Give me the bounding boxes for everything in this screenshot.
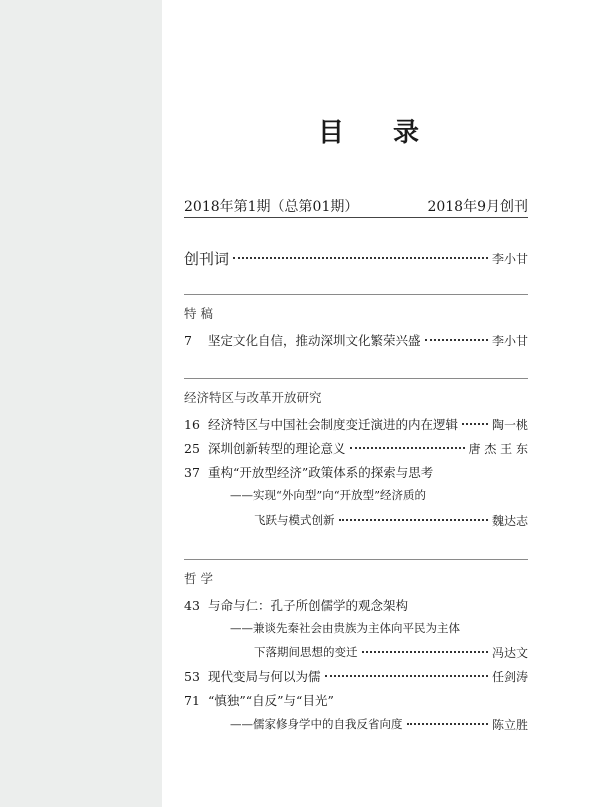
entry-title: “慎独”“自反”与“目光”: [208, 693, 334, 708]
toc-entry[interactable]: [184, 439, 528, 457]
leader-dots: [407, 723, 488, 725]
leader-dots: [462, 423, 488, 425]
page-gutter: [0, 0, 162, 807]
toc-entry-foreword[interactable]: [184, 249, 528, 267]
divider: [184, 378, 528, 379]
entry-title: 创刊词: [184, 249, 230, 268]
divider: [184, 294, 528, 295]
entry-title: 经济特区与中国社会制度变迁演进的内在逻辑: [208, 417, 459, 432]
issue-date: 2018年9月创刊: [427, 199, 528, 215]
entry-title: 重构“开放型经济”政策体系的探索与思考: [208, 465, 434, 480]
entry-page: 43: [184, 597, 200, 613]
entry-subtitle: 下落期间思想的变迁: [254, 645, 358, 659]
leader-dots: [339, 519, 488, 521]
toc-entry[interactable]: [184, 667, 528, 685]
leader-dots: [362, 651, 488, 653]
toc-entry[interactable]: [184, 691, 528, 709]
issue-number: 2018年第1期（总第01期）: [184, 199, 359, 215]
issue-info: [184, 196, 528, 216]
entry-author: 任剑涛: [491, 669, 528, 684]
entry-author: 陶一桃: [491, 417, 528, 432]
toc-entry[interactable]: [184, 463, 528, 481]
toc-entry-continued[interactable]: [254, 511, 528, 529]
entry-page: 37: [184, 464, 200, 480]
entry-page: 16: [184, 416, 200, 432]
entry-title: 现代变局与何以为儒: [208, 669, 321, 684]
entry-page: 7: [184, 332, 192, 348]
page-title: 目 录: [317, 118, 440, 148]
entry-author: 唐 杰 王 东: [468, 441, 528, 456]
leader-dots: [350, 447, 465, 449]
entry-page: 25: [184, 440, 200, 456]
toc-entry[interactable]: [184, 596, 528, 614]
entry-subtitle: ——儒家修身学中的自我反省向度: [230, 717, 403, 731]
toc-entry[interactable]: [184, 415, 528, 433]
section-heading: 经济特区与改革开放研究: [184, 390, 322, 405]
entry-title: 深圳创新转型的理论意义: [208, 441, 346, 456]
entry-author: 魏达志: [491, 513, 528, 528]
entry-author: 冯达文: [491, 645, 528, 660]
entry-subtitle: 飞跃与模式创新: [254, 513, 335, 527]
toc-entry-continued[interactable]: [230, 715, 528, 733]
entry-subtitle: ——实现“外向型”向“开放型”经济质的: [230, 488, 427, 502]
leader-dots: [425, 339, 488, 341]
leader-dots: [325, 675, 488, 677]
entry-author: 陈立胜: [491, 717, 528, 732]
entry-page: 53: [184, 668, 200, 684]
toc-entry[interactable]: [184, 331, 528, 349]
entry-author: 李小甘: [491, 333, 528, 348]
section-heading: 哲 学: [184, 571, 213, 586]
toc-page: [162, 0, 595, 807]
section-heading: 特 稿: [184, 306, 213, 321]
toc-entry-continued[interactable]: [254, 643, 528, 661]
entry-author: 李小甘: [491, 251, 528, 266]
entry-page: 71: [184, 692, 200, 708]
leader-dots: [233, 257, 488, 259]
entry-subtitle: ——兼谈先秦社会由贵族为主体向平民为主体: [230, 621, 460, 635]
divider: [184, 217, 528, 218]
entry-title: 坚定文化自信，推动深圳文化繁荣兴盛: [208, 333, 421, 348]
entry-title: 与命与仁：孔子所创儒学的观念架构: [208, 598, 409, 613]
divider: [184, 559, 528, 560]
